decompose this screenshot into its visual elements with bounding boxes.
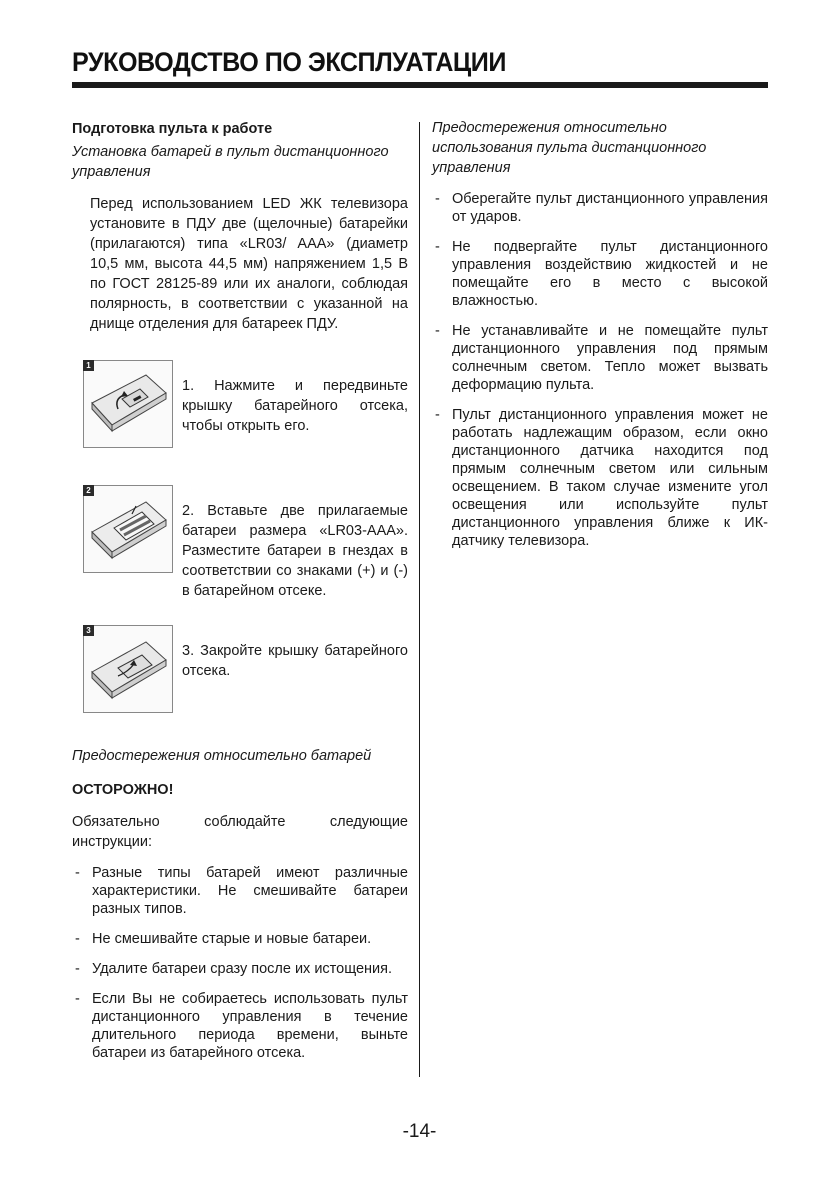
step-2	[72, 485, 408, 599]
list-item: - Не смешивайте старые и новые батареи.	[72, 930, 408, 948]
step-1-figure	[83, 360, 173, 448]
page-header	[72, 44, 768, 88]
subheading-remote-warnings: Предостережения относительно использования пульта дистанционного управления	[432, 120, 707, 176]
remote-batteries-inserted-icon	[88, 494, 168, 566]
list-item: - Удалите батареи сразу после их истощения.	[72, 960, 408, 978]
list-item: - Оберегайте пульт дистанционного управления от ударов.	[432, 190, 768, 226]
list-item: - Если Вы не собираетесь использовать пульт дистанционного управления в течение длительного периода времени, выньте батареи из батарейного отсека.	[72, 990, 408, 1062]
right-column	[432, 118, 768, 550]
warning-heading: ОСТОРОЖНО!	[72, 782, 174, 798]
list-item: - Пульт дистанционного управления может не работать надлежащим образом, если окно дистанционного датчика находится под прямым солнечным светом или сильным освещением. В таком случае измените угол освещения или используйте пульт дистанционного управления ближе к ИК- датчику телевизора.	[432, 406, 768, 550]
page-number: -14-	[402, 1121, 437, 1142]
step-2-text: 2. Вставьте две прилагаемые батареи размера «LR03-AAA». Разместите батареи в гнездах в соответствии со знаками (+) и (-) в батарейном отсеке.	[182, 503, 408, 599]
warning-intro: Обязательно соблюдайте следующие инструкции:	[72, 814, 408, 850]
subheading-battery-install: Установка батарей в пульт дистанционного управления	[72, 144, 389, 180]
left-column	[72, 118, 408, 1061]
remote-warning-list	[432, 190, 768, 550]
section-heading-remote-prep: Подготовка пульта к работе	[72, 121, 273, 137]
remote-battery-cover-closed-icon	[88, 634, 168, 706]
step-3-figure	[83, 625, 173, 713]
subheading-battery-warnings: Предостережения относительно батарей	[72, 748, 372, 764]
step-1-badge: 1	[83, 360, 94, 371]
step-1-text: 1. Нажмите и передвиньте крышку батарейного отсека, чтобы открыть его.	[182, 378, 408, 434]
list-item: - Не подвергайте пульт дистанционного управления воздействию жидкостей и не помещайте его в место с высокой влажностью.	[432, 238, 768, 310]
list-item: - Разные типы батарей имеют различные характеристики. Не смешивайте батареи разных типов.	[72, 864, 408, 918]
page-title: РУКОВОДСТВО ПО ЭКСПЛУАТАЦИИ	[72, 47, 506, 77]
column-divider	[419, 122, 420, 1077]
battery-warning-list	[72, 864, 408, 1062]
list-item: - Не устанавливайте и не помещайте пульт дистанционного управления под прямым солнечным светом. Тепло может вызвать деформацию пульта.	[432, 322, 768, 394]
step-3-badge: 3	[83, 625, 94, 636]
step-1	[72, 360, 408, 450]
step-2-figure	[83, 485, 173, 573]
step-3	[72, 625, 408, 715]
remote-battery-cover-open-icon	[88, 369, 168, 441]
battery-warnings-block	[72, 746, 408, 1062]
install-intro-paragraph: Перед использованием LED ЖК телевизора установите в ПДУ две (щелочные) батарейки (прилагаются) типа «LR03/ AAA» (диаметр 10,5 мм, высота 44,5 мм) напряжением 1,5 В по ГОСТ 28125-89 или их аналоги, соблюдая полярность, в соответствии с указанной на днище отделения для батареек ПДУ.	[90, 196, 408, 332]
step-2-badge: 2	[83, 485, 94, 496]
step-3-text: 3. Закройте крышку батарейного отсека.	[182, 643, 408, 679]
